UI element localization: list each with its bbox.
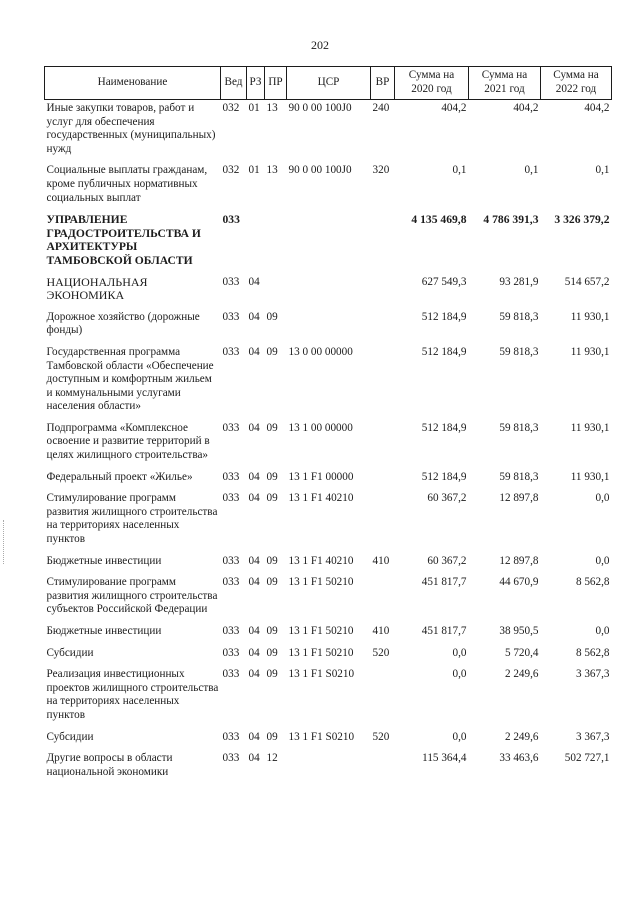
col-header-sum-2022: Сумма на 2022 год	[541, 67, 612, 100]
cell-ved: 033	[222, 625, 240, 637]
table-row	[45, 274, 612, 309]
cell-csr: 90 0 00 100J0	[288, 102, 352, 114]
cell-pr: 13	[266, 164, 278, 177]
table-row	[45, 100, 612, 163]
cell-rz: 04	[248, 275, 260, 288]
cell-rz	[247, 211, 265, 273]
col-header-ved: Вед	[221, 67, 247, 100]
cell-csr: 13 1 F1 40210	[288, 554, 354, 567]
cell-sum-2020: 115 364,4	[422, 752, 467, 765]
cell-sum-2021: 404,2	[513, 102, 539, 114]
cell-sum-2022: 404,2	[584, 102, 610, 114]
cell-name: Бюджетные инвестиции	[46, 625, 162, 637]
cell-csr: 13 1 F1 S0210	[288, 730, 355, 743]
cell-pr: 09	[266, 668, 278, 681]
cell-sum-2020: 512 184,9	[421, 310, 467, 323]
table-row	[45, 553, 612, 575]
col-header-csr: ЦСР	[287, 67, 371, 100]
cell-vr: 520	[372, 730, 390, 743]
cell-sum-2020: 512 184,9	[421, 345, 467, 358]
cell-pr: 09	[266, 576, 278, 589]
cell-sum-2021: 38 950,5	[499, 625, 539, 637]
cell-csr: 90 0 00 100J0	[288, 164, 352, 177]
cell-ved: 033	[222, 470, 240, 483]
cell-csr: 13 1 F1 40210	[288, 492, 354, 505]
page-number: 202	[311, 38, 329, 52]
table-body	[45, 100, 612, 786]
cell-csr	[287, 274, 371, 309]
cell-sum-2022: 3 367,3	[575, 730, 610, 743]
cell-sum-2020: 0,0	[452, 646, 467, 659]
cell-sum-2020: 0,0	[452, 730, 467, 743]
cell-sum-2021: 44 670,9	[499, 576, 539, 589]
col-header-sum-2020: Сумма на 2020 год	[395, 67, 469, 100]
cell-rz: 04	[248, 646, 260, 659]
cell-ved: 033	[222, 554, 240, 567]
table-row	[45, 623, 612, 645]
cell-sum-2020: 0,0	[452, 668, 467, 681]
cell-name: НАЦИОНАЛЬНАЯ ЭКОНОМИКА	[46, 274, 148, 303]
table-row	[45, 162, 612, 211]
cell-csr: 13 1 F1 50210	[288, 625, 354, 637]
col-header-rz: РЗ	[247, 67, 265, 100]
cell-ved: 033	[222, 752, 240, 765]
table-header-row	[45, 67, 612, 100]
cell-rz: 04	[248, 576, 260, 589]
table-row	[45, 729, 612, 751]
table-row	[45, 420, 612, 469]
cell-vr: 410	[372, 554, 390, 567]
cell-sum-2020: 0,1	[452, 164, 467, 177]
cell-ved: 033	[222, 668, 240, 681]
cell-ved: 033	[222, 213, 240, 227]
cell-ved: 033	[222, 275, 240, 288]
cell-sum-2022: 8 562,8	[575, 646, 610, 659]
cell-sum-2020: 512 184,9	[421, 470, 467, 483]
cell-csr	[287, 309, 371, 344]
cell-name: Реализация инвестиционных проектов жилищного строительства на территориях населенных пунктов	[46, 668, 219, 721]
table-row	[45, 211, 612, 273]
cell-sum-2020: 627 549,3	[421, 275, 467, 288]
cell-sum-2022: 11 930,1	[570, 421, 610, 434]
cell-csr: 13 1 F1 50210	[288, 576, 354, 589]
cell-vr: 240	[372, 102, 390, 114]
table-row	[45, 469, 612, 491]
cell-csr	[287, 750, 371, 785]
cell-sum-2021: 93 281,9	[499, 275, 539, 288]
cell-vr: 320	[372, 164, 390, 177]
cell-rz: 04	[248, 470, 260, 483]
cell-csr: 13 1 00 00000	[288, 421, 353, 434]
cell-vr	[371, 469, 395, 491]
table-row	[45, 645, 612, 667]
cell-ved: 032	[222, 164, 240, 177]
cell-sum-2020: 512 184,9	[421, 421, 467, 434]
cell-name: Дорожное хозяйство (дорожные фонды)	[46, 310, 200, 337]
table-row	[45, 309, 612, 344]
cell-name: Стимулирование программ развития жилищного строительства на территориях населенных пунктов	[46, 492, 218, 546]
cell-ved: 033	[222, 310, 240, 323]
cell-pr: 09	[266, 310, 278, 323]
table-row	[45, 666, 612, 728]
cell-rz: 04	[248, 752, 260, 765]
cell-sum-2020: 451 817,7	[421, 625, 467, 637]
margin-mark	[3, 520, 10, 564]
cell-rz: 04	[248, 421, 260, 434]
col-header-sum-2021: Сумма на 2021 год	[469, 67, 541, 100]
cell-name: Социальные выплаты гражданам, кроме публичных нормативных социальных выплат	[46, 164, 208, 204]
cell-sum-2021: 0,1	[524, 164, 539, 177]
cell-sum-2020: 451 817,7	[421, 576, 467, 589]
table-row	[45, 574, 612, 623]
cell-sum-2021: 59 818,3	[499, 470, 539, 483]
cell-sum-2020: 4 135 469,8	[411, 213, 467, 227]
cell-sum-2022: 0,0	[595, 625, 610, 637]
cell-sum-2021: 12 897,8	[499, 554, 539, 567]
cell-ved: 033	[222, 345, 240, 358]
cell-sum-2021: 59 818,3	[499, 421, 539, 434]
cell-csr: 13 0 00 00000	[288, 345, 353, 358]
cell-sum-2022: 3 367,3	[575, 668, 610, 681]
cell-ved: 033	[222, 646, 240, 659]
cell-csr: 13 1 F1 S0210	[288, 668, 355, 681]
cell-csr: 13 1 F1 50210	[288, 646, 354, 659]
cell-vr	[371, 420, 395, 469]
cell-vr	[371, 274, 395, 309]
cell-rz: 04	[248, 310, 260, 323]
cell-sum-2022: 0,0	[595, 554, 610, 567]
cell-sum-2020: 60 367,2	[427, 492, 467, 505]
table-row	[45, 490, 612, 552]
cell-sum-2021: 4 786 391,3	[483, 213, 539, 227]
cell-name: Федеральный проект «Жилье»	[46, 470, 193, 483]
cell-csr: 13 1 F1 00000	[288, 470, 354, 483]
cell-ved: 033	[222, 576, 240, 589]
cell-vr	[371, 309, 395, 344]
col-header-vr: ВР	[371, 67, 395, 100]
cell-rz: 04	[248, 345, 260, 358]
cell-ved: 033	[222, 730, 240, 743]
cell-name: Другие вопросы в области национальной экономики	[46, 752, 173, 778]
cell-vr	[371, 490, 395, 552]
cell-rz: 01	[248, 102, 260, 114]
cell-ved: 032	[222, 102, 240, 114]
budget-table	[44, 66, 612, 785]
cell-name: Субсидии	[46, 646, 94, 659]
cell-sum-2021: 12 897,8	[499, 492, 539, 505]
cell-pr: 09	[266, 625, 278, 637]
cell-name: Государственная программа Тамбовской области «Обеспечение доступным и комфортным жильем и коммунальными услугами населения области»	[46, 345, 214, 413]
cell-pr: 09	[266, 730, 278, 743]
cell-sum-2021: 2 249,6	[504, 668, 539, 681]
cell-pr	[265, 211, 287, 273]
cell-pr: 09	[266, 554, 278, 567]
cell-vr	[371, 211, 395, 273]
cell-ved: 033	[222, 421, 240, 434]
cell-ved: 033	[222, 492, 240, 505]
cell-pr: 13	[266, 102, 278, 114]
cell-vr	[371, 344, 395, 420]
table-row	[45, 344, 612, 420]
cell-pr: 09	[266, 492, 278, 505]
col-header-name: Наименование	[45, 67, 221, 100]
col-header-pr: ПР	[265, 67, 287, 100]
cell-rz: 04	[248, 668, 260, 681]
cell-sum-2021: 5 720,4	[504, 646, 539, 659]
cell-name: Субсидии	[46, 730, 94, 743]
cell-csr	[287, 211, 371, 273]
cell-name: Иные закупки товаров, работ и услуг для обеспечения государственных (муниципальных) нужд	[46, 102, 216, 155]
cell-pr: 09	[266, 646, 278, 659]
cell-name: УПРАВЛЕНИЕ ГРАДОСТРОИТЕЛЬСТВА И АРХИТЕКТУРЫ ТАМБОВСКОЙ ОБЛАСТИ	[46, 213, 201, 267]
cell-rz: 04	[248, 492, 260, 505]
cell-sum-2022: 502 727,1	[564, 752, 610, 765]
cell-sum-2022: 0,0	[595, 492, 610, 505]
cell-pr: 09	[266, 421, 278, 434]
cell-sum-2022: 11 930,1	[570, 470, 610, 483]
cell-rz: 04	[248, 625, 260, 637]
cell-sum-2022: 8 562,8	[575, 576, 610, 589]
cell-name: Стимулирование программ развития жилищного строительства субъектов Российской Федерации	[46, 576, 218, 616]
cell-vr	[371, 666, 395, 728]
cell-sum-2022: 514 657,2	[564, 275, 610, 288]
cell-sum-2021: 2 249,6	[504, 730, 539, 743]
cell-name: Бюджетные инвестиции	[46, 554, 162, 567]
cell-sum-2021: 33 463,6	[499, 752, 539, 765]
cell-sum-2022: 0,1	[595, 164, 610, 177]
cell-vr	[371, 750, 395, 785]
cell-pr: 09	[266, 345, 278, 358]
table-row	[45, 750, 612, 785]
cell-rz: 01	[248, 164, 260, 177]
cell-pr: 12	[266, 752, 278, 765]
cell-rz: 04	[248, 554, 260, 567]
cell-pr	[265, 274, 287, 309]
cell-vr: 410	[372, 625, 390, 637]
cell-sum-2020: 404,2	[441, 102, 467, 114]
cell-sum-2021: 59 818,3	[499, 310, 539, 323]
cell-sum-2022: 11 930,1	[570, 345, 610, 358]
cell-vr: 520	[372, 646, 390, 659]
cell-vr	[371, 574, 395, 623]
cell-sum-2021: 59 818,3	[499, 345, 539, 358]
cell-sum-2022: 3 326 379,2	[554, 213, 610, 227]
cell-pr: 09	[266, 470, 278, 483]
cell-name: Подпрограмма «Комплексное освоение и развитие территорий в целях жилищного строительства»	[46, 421, 210, 462]
cell-sum-2020: 60 367,2	[427, 554, 467, 567]
cell-rz: 04	[248, 730, 260, 743]
cell-sum-2022: 11 930,1	[570, 310, 610, 323]
